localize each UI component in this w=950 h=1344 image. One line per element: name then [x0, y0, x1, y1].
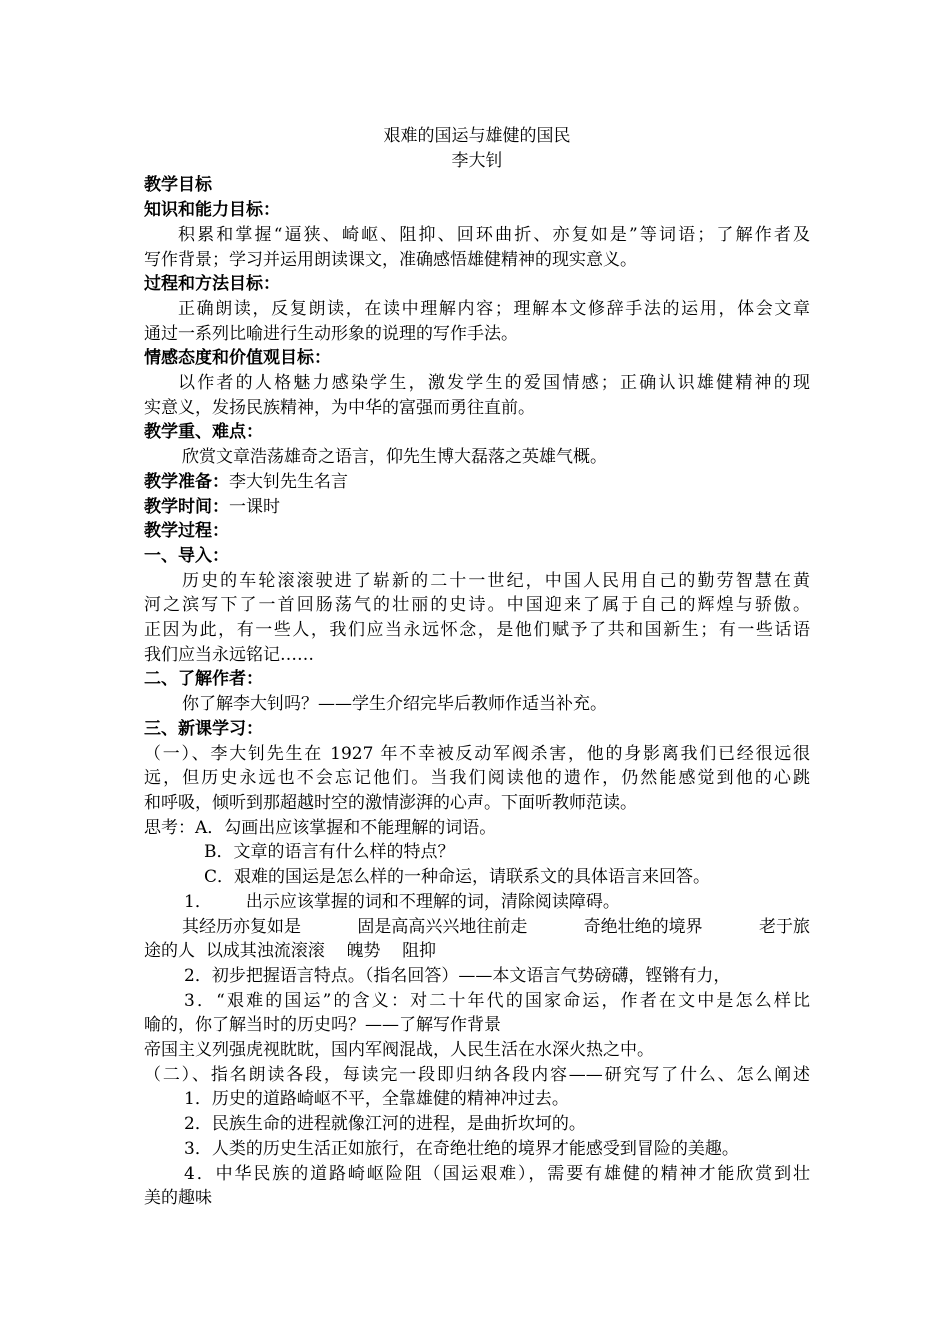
word-8: 阻抑: [402, 941, 437, 962]
process-goal-line-1: 正确朗读，反复朗读，在读中理解内容；理解本文修辞手法的运用，体会文章: [178, 298, 810, 319]
word-5: 途的人: [144, 941, 195, 962]
time-text: 一课时: [229, 496, 280, 517]
word-6: 以成其浊流滚滚: [205, 941, 325, 962]
author-text: 你了解李大钊吗？——学生介绍完毕后教师作适当补充。: [182, 694, 607, 715]
words-line-2: [144, 939, 810, 964]
part2-text: （二）、指名朗读各段，每读完一段即归纳各段内容——研究写了什么、怎么阐述: [144, 1064, 810, 1085]
word-3: 奇绝壮绝的境界: [583, 916, 703, 937]
step3-line-1: 3．“艰难的国运”的含义：对二十年代的国家命运，作者在文中是怎么样比: [184, 990, 810, 1011]
step1-number: 1．: [184, 891, 212, 912]
heading-intro: 一、导入：: [144, 545, 229, 566]
point-1: 1．历史的道路崎岖不平，全靠雄健的精神冲过去。: [184, 1089, 569, 1110]
heading-teaching-goals: 教学目标: [144, 175, 212, 196]
step1-text: 出示应该掌握的词和不理解的词，清除阅读障碍。: [245, 891, 620, 912]
heading-keypoints: 教学重、难点：: [144, 422, 263, 443]
point-4-line-1: 4．中华民族的道路崎岖险阻（国运艰难），需要有雄健的精神才能欣赏到壮: [184, 1163, 810, 1184]
part1-line-2: 远，但历史永远也不会忘记他们。当我们阅读他的遗作，仍然能感觉到他的心跳: [144, 768, 810, 789]
word-7: 魄势: [346, 941, 381, 962]
heading-process: 教学过程：: [144, 521, 229, 542]
point-2: 2．民族生命的进程就像江河的进程，是曲折坎坷的。: [184, 1114, 586, 1135]
word-4: 老于旅: [759, 916, 810, 937]
background-text: 帝国主义列强虎视眈眈，国内军阀混战，人民生活在水深火热之中。: [144, 1040, 654, 1061]
intro-line-4: 我们应当永远铭记……: [144, 644, 314, 665]
prep-line: [144, 470, 810, 495]
think-b: B．文章的语言有什么样的特点？: [204, 842, 455, 863]
knowledge-goal-line-1: 积累和掌握“逼狭、崎岖、阻抑、回环曲折、亦复如是”等词语；了解作者及: [178, 224, 810, 245]
point-4-line-2: 美的趣味: [144, 1188, 212, 1209]
intro-line-2: 河之滨写下了一首回肠荡气的壮丽的史诗。中国迎来了属于自己的辉煌与骄傲。: [144, 595, 810, 616]
document-body: [144, 124, 810, 1211]
step3-line-2: 喻的，你了解当时的历史吗？——了解写作背景: [144, 1015, 501, 1036]
emotion-goal-line-2: 实意义，发扬民族精神，为中华的富强而勇往直前。: [144, 397, 535, 418]
word-1: 其经历亦复如是: [182, 916, 301, 937]
prep-text: 李大钊先生名言: [229, 471, 348, 492]
knowledge-goal-line-2: 写作背景；学习并运用朗读课文，准确感悟雄健精神的现实意义。: [144, 249, 637, 270]
heading-author: 二、了解作者：: [144, 669, 263, 690]
heading-knowledge-goal: 知识和能力目标：: [144, 200, 280, 221]
words-line-1: [144, 915, 810, 940]
point-3: 3．人类的历史生活正如旅行，在奇绝壮绝的境界才能感受到冒险的美趣。: [184, 1138, 739, 1159]
step1-line: [144, 890, 810, 915]
part1-line-3: 和呼吸，倾听到那超越时空的激情澎湃的心声。下面听教师范读。: [144, 792, 637, 813]
part1-line-1: （一）、李大钊先生在 1927 年不幸被反动军阀杀害，他的身影离我们已经很远很: [144, 743, 810, 764]
heading-emotion-goal: 情感态度和价值观目标：: [144, 348, 331, 369]
emotion-goal-line-1: 以作者的人格魅力感染学生，激发学生的爱国情感；正确认识雄健精神的现: [178, 373, 810, 394]
intro-line-1: 历史的车轮滚滚驶进了崭新的二十一世纪，中国人民用自己的勤劳智慧在黄: [182, 570, 810, 591]
think-a: 思考：A．勾画出应该掌握和不能理解的词语。: [144, 817, 497, 838]
keypoints-text: 欣赏文章浩荡雄奇之语言，仰先生博大磊落之英雄气概。: [182, 447, 607, 468]
time-line: [144, 495, 810, 520]
heading-process-goal: 过程和方法目标：: [144, 274, 280, 295]
word-2: 固是高高兴兴地往前走: [357, 916, 528, 937]
intro-line-3: 正因为此，有一些人，我们应当永远怀念，是他们赋予了共和国新生；有一些话语: [144, 620, 810, 641]
process-goal-line-2: 通过一系列比喻进行生动形象的说理的写作手法。: [144, 323, 518, 344]
document-title: 艰难的国运与雄健的国民: [383, 126, 571, 146]
step2-text: 2．初步把握语言特点。（指名回答）——本文语言气势磅礴，铿锵有力，: [184, 965, 731, 986]
heading-new-lesson: 三、新课学习：: [144, 718, 263, 739]
time-label: 教学时间：: [144, 496, 229, 517]
prep-label: 教学准备：: [144, 471, 229, 492]
document-author: 李大钊: [451, 150, 503, 171]
think-c: C．艰难的国运是怎么样的一种命运，请联系文的具体语言来回答。: [204, 867, 711, 888]
